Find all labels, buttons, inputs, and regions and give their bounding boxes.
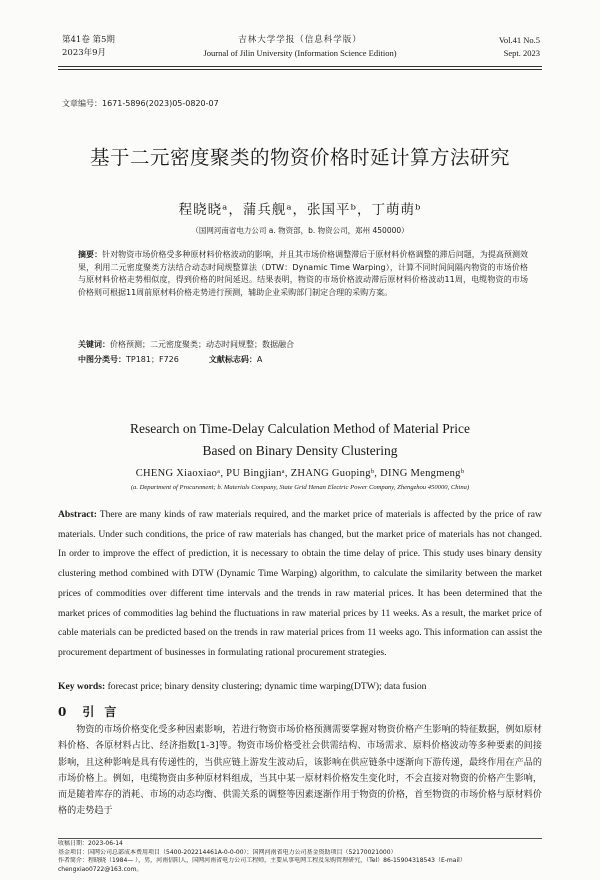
keywords-cn-label: 关键词： [78, 340, 110, 349]
paper-title-cn: 基于二元密度聚类的物资价格时延计算方法研究 [89, 146, 510, 169]
footnote-fund: 基金项目：国网公司总部成本费用项目（5400-202214461A-0-0-00）；国网河南省电力公司基金资助项目（52170021000） [58, 848, 397, 856]
abstract-cn-label: 摘要： [78, 250, 103, 259]
doc-code-label: 文献标志码： [208, 355, 257, 364]
journal-volume-info-en [499, 34, 540, 60]
article-number: 文章编号：1671-5896(2023)05-0820-07 [62, 99, 219, 108]
paper-title-en-line1: Research on Time-Delay Calculation Method of Material Price [129, 421, 471, 436]
paper-title-en-line2: Based on Binary Density Clustering [202, 443, 398, 458]
keywords-en [58, 681, 542, 692]
section-title: 引言 [82, 705, 127, 719]
abstract-cn-text: 针对物资市场价格受多种原材料价格波动的影响，并且其市场价格调整滞后于原材料价格调整的滞后问题，为提高预测效果，利用二元密度聚类方法结合动态时间规整算法（DTW：Dynamic Time Warping），计算不同时间间隔内物资的市场价格与原材料价格走势相似度，得到价格的时间延迟。结果表明，物资的市场价格波动滞后原材料价格波动11周，电缆物资的市场价格则可根据11周前原材料价格走势进行预测，辅助企业采购部门制定合理的采购方案。 [78, 250, 528, 297]
volume-issue: 第41卷 第5期 [62, 35, 115, 45]
publish-date-en: Sept. 2023 [503, 48, 540, 58]
classification-line [78, 354, 528, 365]
affiliation-en: (a. Department of Procurement; b. Materials Company, State Grid Henan Electric Power Company, Zhengzhou 450000, China) [130, 484, 470, 491]
keywords-en-text: forecast price; binary density clustering; dynamic time warping(DTW); data fusion [107, 681, 427, 692]
footnote-author: 作者简介：程晓晓（1984— ），男，河南信阳人，国网河南省电力公司工程师，主要从事电网工程及采购管理研究，（Tel）86-15904318543（E-mail）chengxiao0722@163.com。 [58, 857, 466, 873]
clc-value: TP181；F726 [126, 355, 179, 364]
keywords-en-label: Key words: [58, 681, 106, 692]
keywords-cn [78, 339, 528, 350]
authors-en: CHENG Xiaoxiaoᵃ, PU Bingjianᵃ, ZHANG Guopingᵇ, DING Mengmengᵇ [135, 468, 465, 479]
journal-name-cn: 吉林大学学报（信息科学版） [238, 35, 362, 45]
abstract-en-label: Abstract: [58, 509, 97, 520]
footnote-received: 收稿日期：2023-06-14 [58, 840, 123, 847]
journal-name-en: Journal of Jilin University (Information Science Edition) [203, 48, 397, 58]
section-number: 0 [58, 705, 67, 719]
publish-date-cn: 2023年9月 [62, 48, 107, 58]
paper-title-en [0, 418, 600, 462]
abstract-cn [78, 249, 528, 299]
footnotes [58, 840, 542, 874]
intro-paragraph: 物资的市场价格变化受多种因素影响，若进行物资市场价格预测需要掌握对物资价格产生影响的特征数据，例如原材料价格、各原材料占比、经济指数[1-3]等。物资市场价格受社会供需结构、市场需求、原料价格波动等多种要素的间接影响，且这种影响是具有传递性的，当供应链上游发生波动后，该影响在供应链条中逐渐向下游传递，最终作用在产品的市场价格上。例如，电缆物资由多种原材料组成，当其中某一原材料价格发生变化时，不会直接对物资的价格产生影响，而是随着库存的消耗、市场的动态均衡、供需关系的调整等因素逐渐作用于物资的价格，首至物资的市场价格与原材料价格的走势趋于 [58, 725, 542, 817]
section-heading [58, 703, 126, 720]
doc-code-value: A [256, 355, 263, 364]
clc-label: 中图分类号： [78, 355, 126, 364]
authors-cn: 程晓晓ᵃ，蒲兵舰ᵃ，张国平ᵇ，丁萌萌ᵇ [178, 202, 422, 218]
volume-issue-en: Vol.41 No.5 [498, 35, 540, 45]
header-rule-bottom [58, 69, 542, 70]
header-rule-top [58, 66, 542, 67]
affiliation-cn: （国网河南省电力公司 a. 物资部，b. 物资公司，郑州 450000） [191, 226, 409, 235]
footnote-rule [58, 838, 542, 839]
abstract-en-text: There are many kinds of raw materials required, and the market price of materials is affected by the price of raw materials. Under such conditions, the price of raw materials has changed, but the market price of materials has not changed. In order to improve the effect of prediction, it is necessary to obtain the time delay of price. This study uses binary density clustering method combined with DTW (Dynamic Time Warping) algorithm, to calculate the similarity between the market prices of commodities over different time intervals and the trends in raw material prices. It has been determined that the market prices of commodities lag behind the fluctuations in raw material prices by 11 weeks. As a result, the market price of cable materials can be predicted based on the trends in raw material prices from 11 weeks ago. This information can assist the procurement department of businesses in formulating rational procurement strategies. [58, 509, 542, 658]
abstract-en [58, 505, 542, 663]
keywords-cn-text: 价格预测；二元密度聚类；动态时间规整；数据融合 [110, 340, 294, 349]
